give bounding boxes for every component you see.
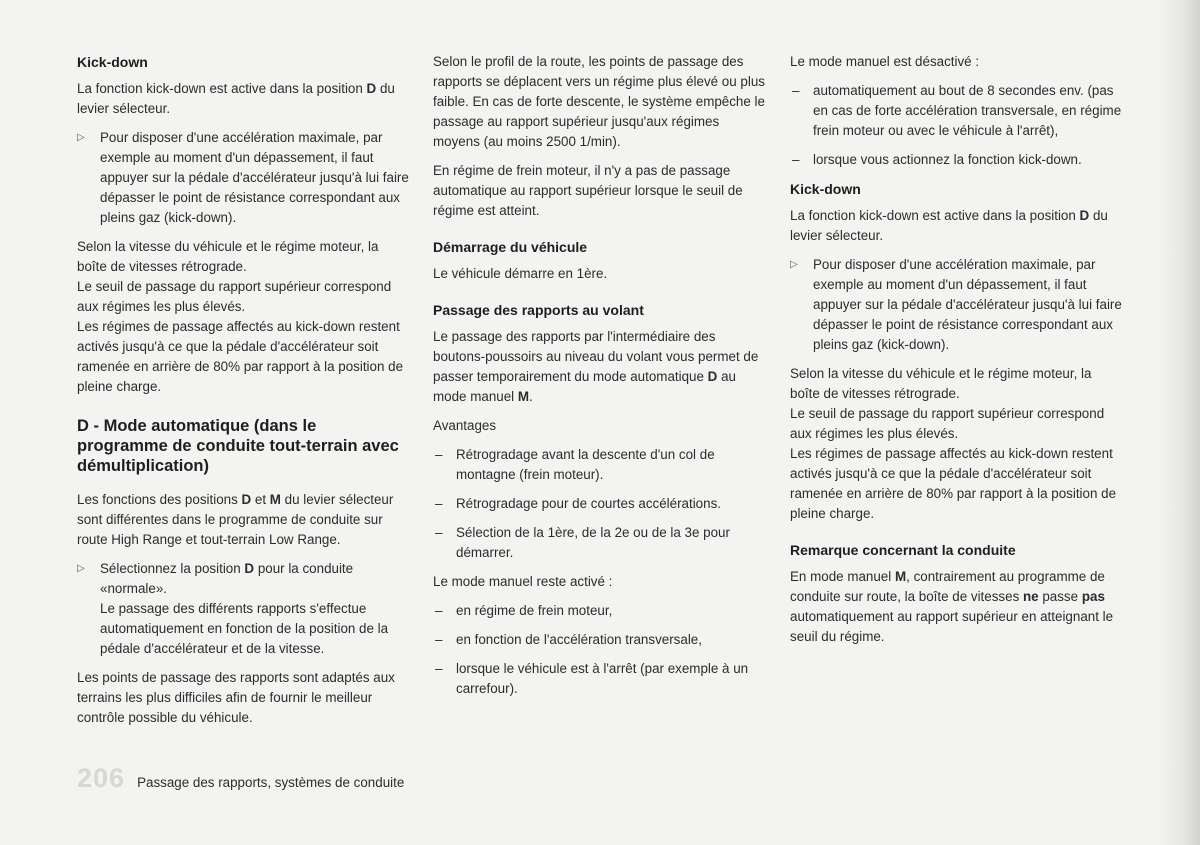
paragraph-kickdown-active xyxy=(77,79,410,119)
text: Le passage des rapports par l'intermédiaire des boutons-poussoirs au niveau du volant vous permet de passer temporairement du mode automatique xyxy=(433,329,759,384)
paragraph: Le véhicule démarre en 1ère. xyxy=(433,266,608,281)
text: automatiquement au rapport supérieur en atteignant le seuil du régime. xyxy=(790,609,1114,644)
text: pour la conduite «normale». xyxy=(100,561,354,596)
page-number: 206 xyxy=(77,763,126,793)
list-item xyxy=(790,150,1123,170)
position-d: D xyxy=(707,369,718,384)
text: En mode manuel xyxy=(790,569,895,584)
instruction-step xyxy=(77,128,410,228)
position-d: D xyxy=(241,492,252,507)
emphasis-ne: ne xyxy=(1022,589,1039,604)
text: du levier sélecteur. xyxy=(790,208,1108,243)
list-item-text: lorsque vous actionnez la fonction kick-down. xyxy=(813,152,1082,167)
list-item-text: Rétrogradage pour de courtes accélérations. xyxy=(456,496,721,511)
step-text xyxy=(100,561,388,656)
paragraph: Le seuil de passage du rapport supérieur correspond aux régimes les plus élevés. xyxy=(77,279,392,314)
text: , contrairement au programme de conduite sur route, la boîte de vitesses xyxy=(790,569,1105,604)
text: . xyxy=(529,389,533,404)
text: La fonction kick-down est active dans la position xyxy=(77,81,367,96)
emphasis-pas: pas xyxy=(1081,589,1105,604)
dash-marker: – xyxy=(435,632,443,647)
text: Les fonctions des positions xyxy=(77,492,242,507)
heading-kickdown: Kick-down xyxy=(77,54,148,70)
heading-mode-automatique: D - Mode automatique (dans le programme de conduite tout-terrain avec démultiplication) xyxy=(77,417,399,475)
step-text: Pour disposer d'une accélération maximale, par exemple au moment d'un dépassement, il faut appuyer sur la pédale d'accélérateur jusqu'à lui faire dépasser le point de résistance correspondant aux pleins gaz (kick-down). xyxy=(100,130,409,225)
paragraph: Le seuil de passage du rapport supérieur correspond aux régimes les plus élevés. xyxy=(790,406,1105,441)
heading-passage-volant: Passage des rapports au volant xyxy=(433,302,644,318)
instruction-step xyxy=(77,559,410,659)
paragraph: Les régimes de passage affectés au kick-down restent activés jusqu'à ce que la pédale d'accélérateur soit ramenée en arrière de 80% par rapport à la position de pleine charge. xyxy=(77,319,404,394)
paragraph: En régime de frein moteur, il n'y a pas de passage automatique au rapport supérieur lorsque le seuil de régime est atteint. xyxy=(433,163,743,218)
dash-marker: – xyxy=(792,152,800,167)
list-item xyxy=(433,659,766,699)
step-text: Pour disposer d'une accélération maximale, par exemple au moment d'un dépassement, il faut appuyer sur la pédale d'accélérateur jusqu'à lui faire dépasser le point de résistance correspondant aux pleins gaz (kick-down). xyxy=(813,257,1122,352)
heading-remarque: Remarque concernant la conduite xyxy=(790,542,1016,558)
position-d: D xyxy=(366,81,377,96)
paragraph: Les régimes de passage affectés au kick-down restent activés jusqu'à ce que la pédale d'accélérateur soit ramenée en arrière de 80% par rapport à la position de pleine charge. xyxy=(790,446,1117,521)
list-item xyxy=(433,523,766,563)
list-item-text: lorsque le véhicule est à l'arrêt (par exemple à un carrefour). xyxy=(456,661,749,696)
dash-marker: – xyxy=(435,661,443,676)
step-triangle-icon: ▷ xyxy=(77,132,85,143)
paragraph: Selon la vitesse du véhicule et le régime moteur, la boîte de vitesses rétrograde. xyxy=(790,366,1092,401)
step-triangle-icon: ▷ xyxy=(790,259,798,270)
position-d: D xyxy=(1079,208,1090,223)
dash-marker: – xyxy=(435,496,443,511)
step-triangle-icon: ▷ xyxy=(77,563,85,574)
list-item xyxy=(433,630,766,650)
paragraph: Le mode manuel reste activé : xyxy=(433,574,613,589)
list-item xyxy=(790,81,1123,141)
section-title: Passage des rapports, systèmes de conduite xyxy=(137,775,405,790)
column-1 xyxy=(77,52,410,737)
label-avantages: Avantages xyxy=(433,418,497,433)
column-3 xyxy=(790,52,1123,656)
paragraph: Le mode manuel est désactivé : xyxy=(790,54,980,69)
text: et xyxy=(251,492,270,507)
position-m: M xyxy=(517,389,530,404)
text: du levier sélecteur. xyxy=(77,81,395,116)
paragraph: Selon le profil de la route, les points de passage des rapports se déplacent vers un régime plus élevé ou plus faible. En cas de forte descente, le système empêche le passage au rapport supérieur jusqu'aux régimes moyens (au moins 2500 1/min). xyxy=(433,54,765,149)
list-item-text: Sélection de la 1ère, de la 2e ou de la 3e pour démarrer. xyxy=(456,525,730,560)
text: La fonction kick-down est active dans la position xyxy=(790,208,1080,223)
list-item xyxy=(433,494,766,514)
page-edge-shadow xyxy=(1160,0,1200,845)
column-2 xyxy=(433,52,766,708)
heading-demarrage: Démarrage du véhicule xyxy=(433,239,588,255)
position-m: M xyxy=(269,492,281,507)
text: du levier sélecteur sont différentes dans le programme de conduite sur route High Range et tout-terrain Low Range. xyxy=(77,492,394,547)
list-item xyxy=(433,445,766,485)
text: Sélectionnez la position xyxy=(100,561,245,576)
paragraph-remarque xyxy=(790,567,1123,647)
list-item-text: en régime de frein moteur, xyxy=(456,603,613,618)
heading-kickdown: Kick-down xyxy=(790,181,861,197)
paragraph-positions xyxy=(77,490,410,550)
text: Le passage des différents rapports s'effectue automatiquement en fonction de la position de la pédale d'accélérateur et de la vitesse. xyxy=(100,601,389,656)
dash-marker: – xyxy=(435,525,443,540)
text: passe xyxy=(1038,589,1082,604)
list-item-text: en fonction de l'accélération transversale, xyxy=(456,632,702,647)
position-m: M xyxy=(894,569,907,584)
paragraph: Selon la vitesse du véhicule et le régime moteur, la boîte de vitesses rétrograde. xyxy=(77,239,379,274)
paragraph-volant xyxy=(433,327,766,407)
list-item-text: automatiquement au bout de 8 secondes env. (pas en cas de forte accélération transversale, en régime frein moteur ou avec le véhicule à l'arrêt), xyxy=(813,83,1122,138)
spacer xyxy=(77,406,410,416)
position-d: D xyxy=(244,561,255,576)
dash-marker: – xyxy=(792,83,800,98)
list-item-text: Rétrogradage avant la descente d'un col de montagne (frein moteur). xyxy=(456,447,715,482)
dash-marker: – xyxy=(435,447,443,462)
list-item xyxy=(433,601,766,621)
paragraph: Les points de passage des rapports sont adaptés aux terrains les plus difficiles afin de fournir le meilleur contrôle possible du véhicule. xyxy=(77,670,395,725)
dash-marker: – xyxy=(435,603,443,618)
text: au mode manuel xyxy=(433,369,736,404)
page-footer xyxy=(77,763,404,793)
paragraph-kickdown-active xyxy=(790,206,1123,246)
instruction-step xyxy=(790,255,1123,355)
